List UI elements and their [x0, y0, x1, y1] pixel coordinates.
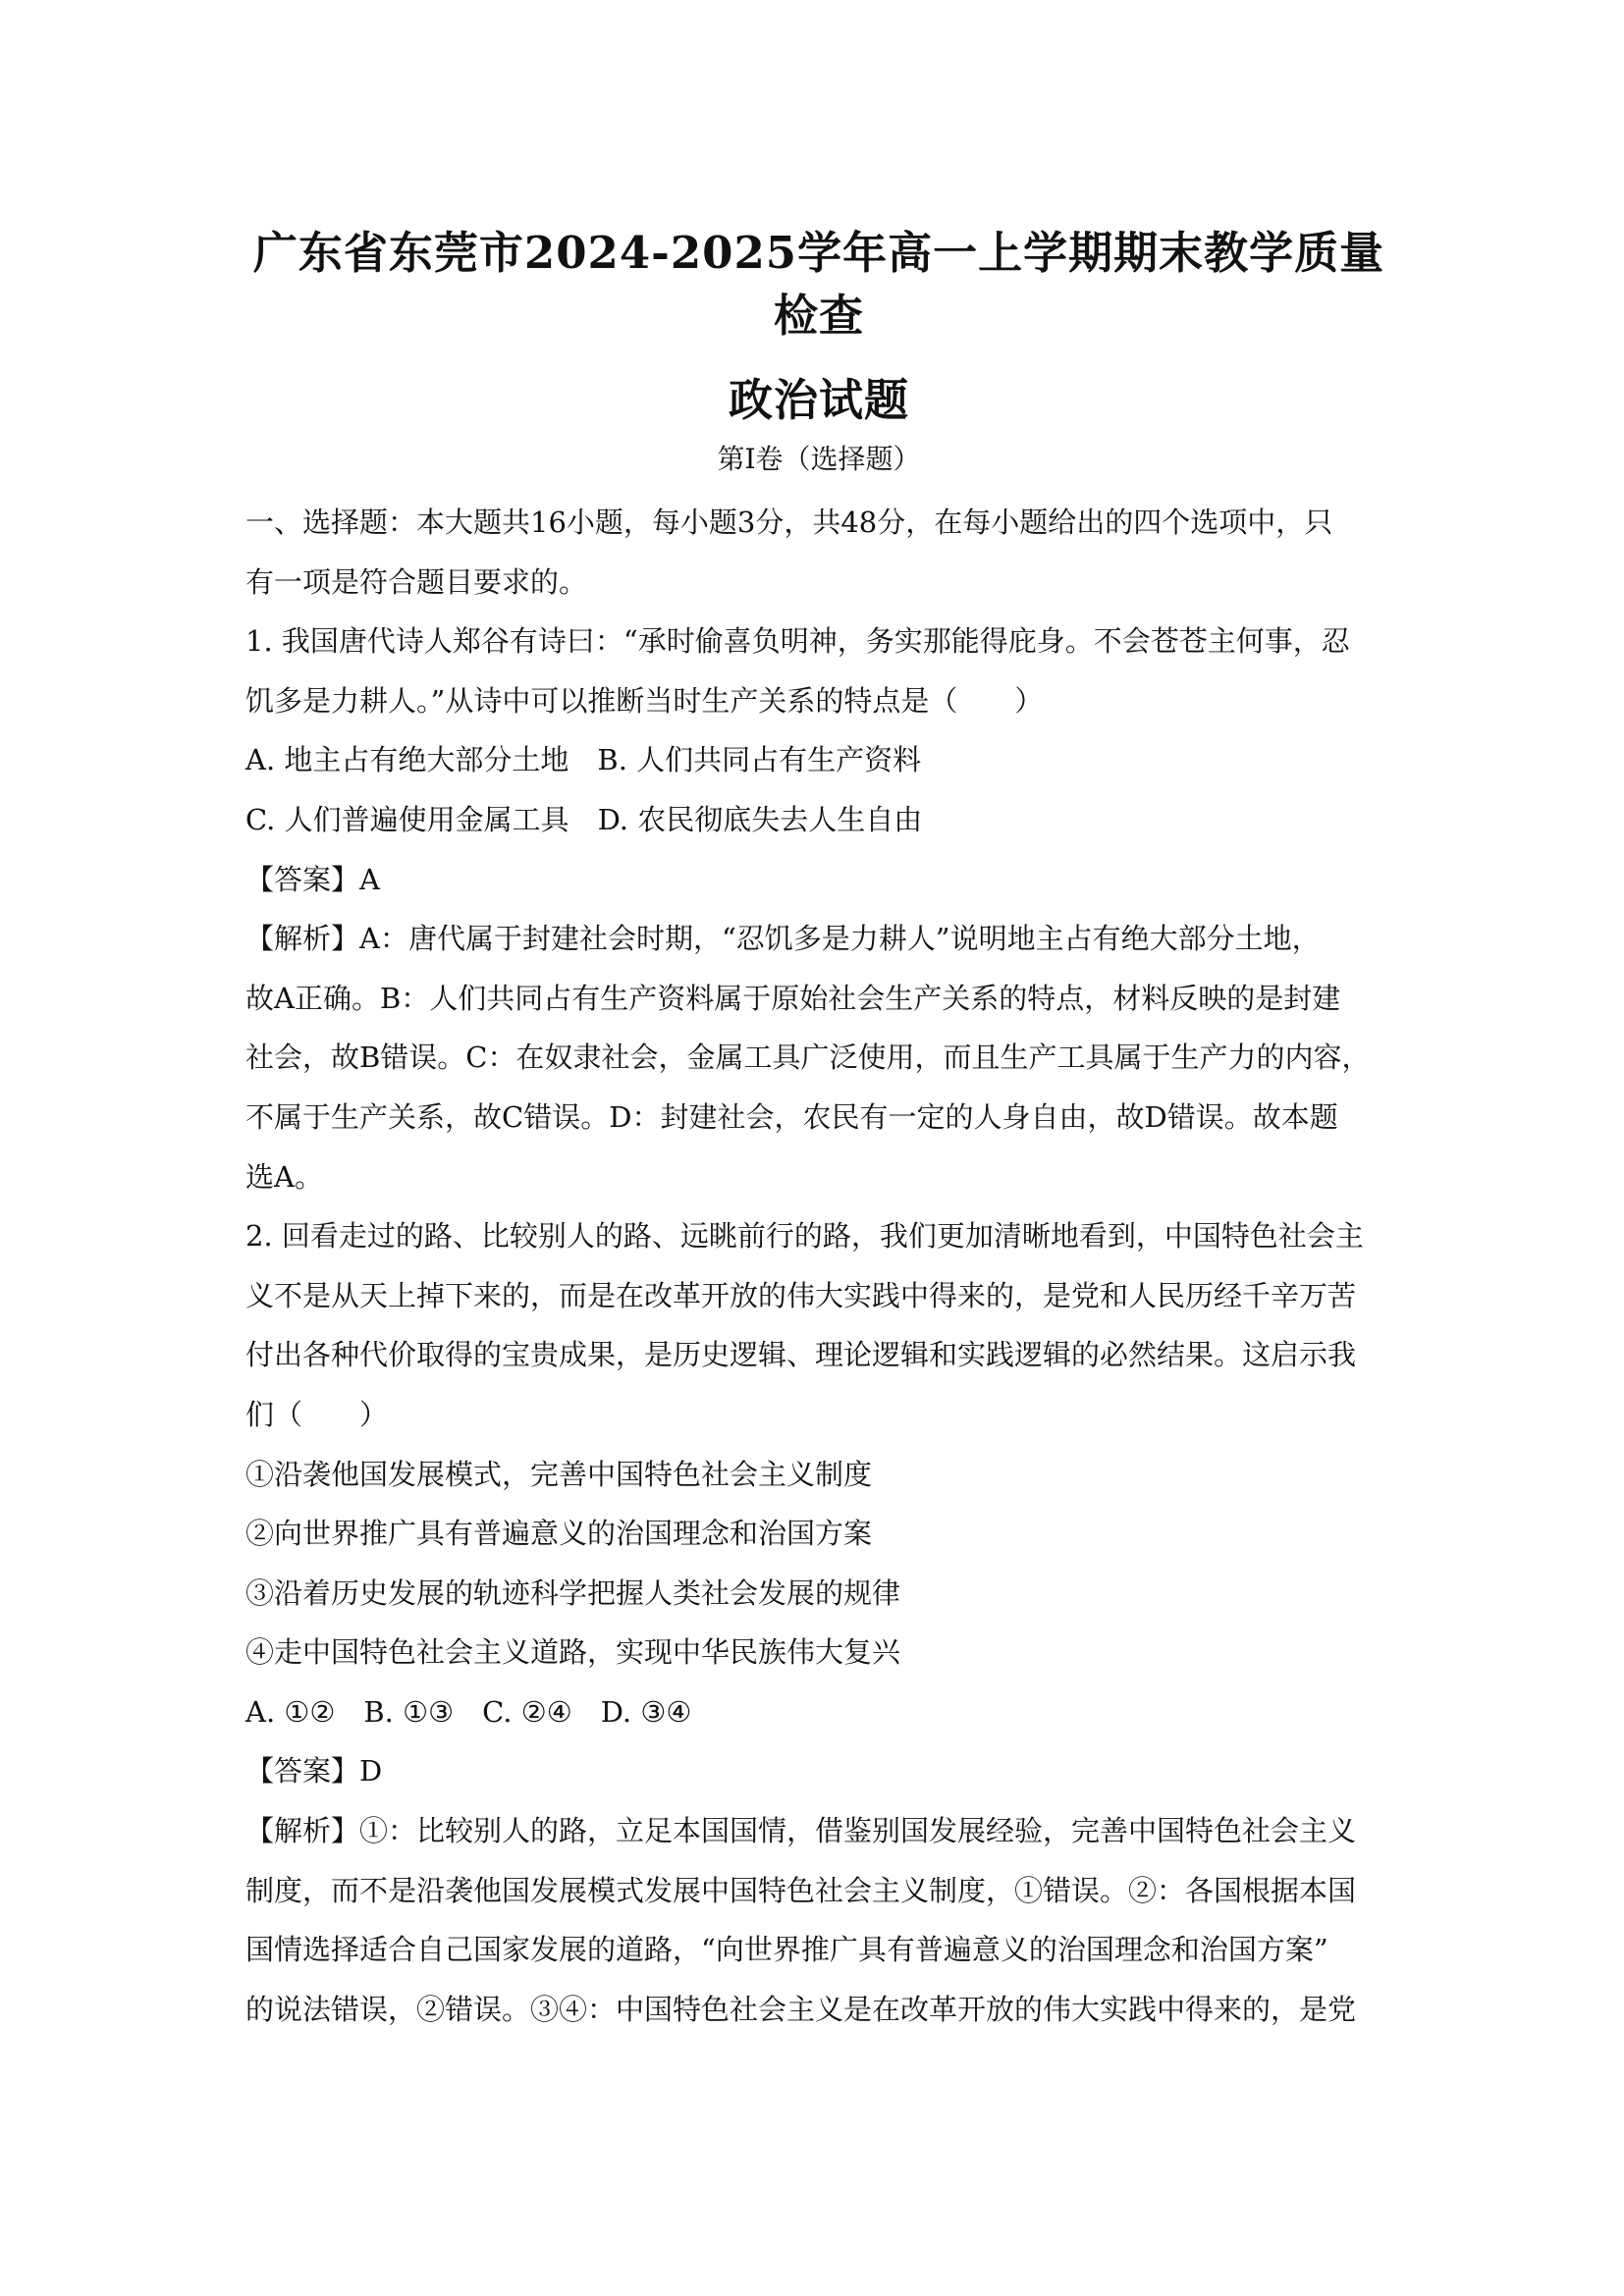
question-1-analysis: 故A正确。B：人们共同占有生产资料属于原始社会生产关系的特点，材料反映的是封建: [245, 981, 1341, 1015]
question-2-analysis: 制度，而不是沿袭他国发展模式发展中国特色社会主义制度，①错误。②：各国根据本国: [245, 1873, 1357, 1907]
question-2-item: ④走中国特色社会主义道路，实现中华民族伟大复兴: [245, 1635, 901, 1670]
document-title-line1: 广东省东莞市2024-2025学年高一上学期期末教学质量检查: [252, 227, 1385, 342]
question-2-options: A. ①② B. ①③ C. ②④ D. ③④: [245, 1694, 692, 1729]
question-1-answer: 【答案】A: [245, 862, 380, 896]
question-2-stem: 2. 回看走过的路、比较别人的路、远眺前行的路，我们更加清晰地看到，中国特色社会主: [245, 1219, 1364, 1254]
question-1-options: A. 地主占有绝大部分土地 B. 人们共同占有生产资料: [245, 743, 922, 777]
question-2-analysis: 国情选择适合自己国家发展的道路，“向世界推广具有普遍意义的治国理念和治国方案”: [245, 1933, 1328, 1967]
question-1-analysis: 选A。: [245, 1159, 323, 1194]
section-intro-line: 一、选择题：本大题共16小题，每小题3分，共48分，在每小题给出的四个选项中，只: [245, 506, 1333, 539]
question-1-analysis: 【解析】A：唐代属于封建社会时期，“忍饥多是力耕人”说明地主占有绝大部分土地，: [245, 922, 1321, 956]
volume-heading: 第Ⅰ卷（选择题）: [717, 443, 921, 475]
question-2-stem: 们（ ）: [245, 1397, 389, 1431]
question-2-analysis: 【解析】①：比较别人的路，立足本国国情，借鉴别国发展经验，完善中国特色社会主义: [245, 1814, 1357, 1848]
question-2-item: ②向世界推广具有普遍意义的治国理念和治国方案: [245, 1517, 873, 1551]
question-2-item: ③沿着历史发展的轨迹科学把握人类社会发展的规律: [245, 1575, 901, 1610]
question-2-answer: 【答案】D: [245, 1754, 383, 1789]
question-1-analysis: 不属于生产关系，故C错误。D：封建社会，农民有一定的人身自由，故D错误。故本题: [245, 1099, 1338, 1134]
question-1-analysis: 社会，故B错误。C：在奴隶社会，金属工具广泛使用，而且生产工具属于生产力的内容，: [245, 1041, 1371, 1075]
question-1-stem: 1. 我国唐代诗人郑谷有诗曰：“承时偷喜负明神，务实那能得庇身。不会苍苍主何事，忍: [245, 624, 1350, 659]
question-1-stem: 饥多是力耕人。”从诗中可以推断当时生产关系的特点是（ ）: [245, 683, 1044, 718]
section-intro-line: 有一项是符合题目要求的。: [245, 564, 588, 599]
question-2-stem: 付出各种代价取得的宝贵成果，是历史逻辑、理论逻辑和实践逻辑的必然结果。这启示我: [245, 1338, 1357, 1372]
question-2-analysis: 的说法错误，②错误。③④：中国特色社会主义是在改革开放的伟大实践中得来的，是党: [245, 1992, 1357, 2026]
question-1-options: C. 人们普遍使用金属工具 D. 农民彻底失去人生自由: [245, 802, 923, 836]
question-2-item: ①沿袭他国发展模式，完善中国特色社会主义制度: [245, 1457, 873, 1491]
document-page: [245, 222, 1392, 2039]
document-title-line2: 政治试题: [728, 374, 909, 426]
question-2-stem: 义不是从天上掉下来的，而是在改革开放的伟大实践中得来的，是党和人民历经千辛万苦: [245, 1278, 1357, 1312]
